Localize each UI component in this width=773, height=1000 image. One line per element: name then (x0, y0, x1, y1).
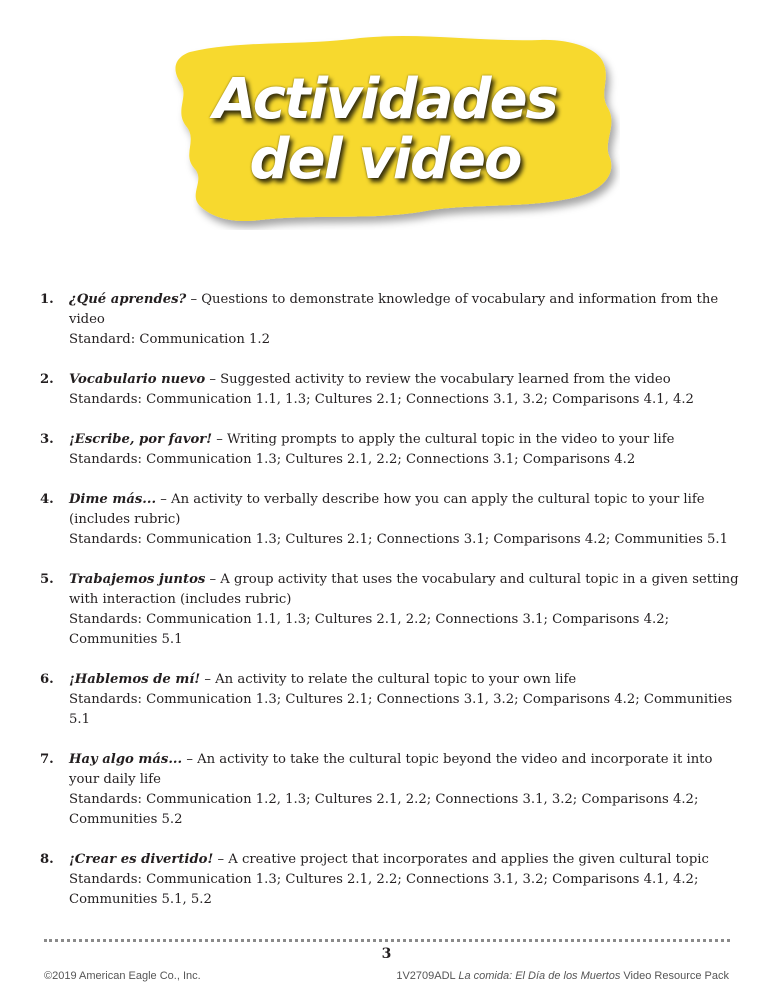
activity-name: ¡Crear es divertido! (69, 852, 214, 867)
activity-item (40, 370, 740, 410)
activity-name: Trabajemos juntos (69, 572, 206, 587)
activity-name: Vocabulario nuevo (69, 372, 206, 387)
activity-standards: Standards: Communication 1.1, 1.3; Cultures 2.1, 2.2; Connections 3.1; Comparisons 4.2; Communities 5.1 (69, 612, 670, 647)
activity-description: – A creative project that incorporates and applies the given cultural topic (213, 852, 709, 867)
activity-number: 3. (40, 432, 54, 447)
activity-description: – An activity to take the cultural topic beyond the video and incorporate it into your daily life (69, 752, 713, 787)
activity-number: 6. (40, 672, 54, 687)
activity-description: – Writing prompts to apply the cultural topic in the video to your life (212, 432, 675, 447)
activity-standards: Communities 5.2 (69, 812, 183, 827)
resource-pack-credit: 1V2709ADL La comida: El Día de los Muertos Video Resource Pack (396, 970, 729, 982)
activity-item (40, 570, 740, 650)
copyright: ©2019 American Eagle Co., Inc. (44, 970, 201, 982)
activity-description-line (69, 370, 740, 390)
activity-description: – Suggested activity to review the vocabulary learned from the video (205, 372, 671, 387)
page-title-line1: Actividades (213, 67, 557, 132)
activity-name: ¡Escribe, por favor! (69, 432, 213, 447)
activity-description-line (69, 430, 740, 450)
activity-description-line (69, 290, 740, 330)
activity-description-line (69, 490, 740, 530)
activity-description: – An activity to verbally describe how you can apply the cultural topic to your life (includes rubric) (69, 492, 705, 527)
title-banner (150, 30, 620, 230)
activity-description: – Questions to demonstrate knowledge of vocabulary and information from the video (69, 292, 719, 327)
activity-description: – An activity to relate the cultural topic to your own life (200, 672, 577, 687)
activity-item (40, 850, 740, 910)
activity-description: – A group activity that uses the vocabulary and cultural topic in a given setting with interaction (includes rubric) (69, 572, 739, 607)
activity-number: 4. (40, 492, 54, 507)
activity-item (40, 290, 740, 350)
activity-standards: Standard: Communication 1.2 (69, 332, 270, 347)
activity-name: ¡Hablemos de mí! (69, 672, 201, 687)
activity-standards: Standards: Communication 1.3; Cultures 2.1; Connections 3.1, 3.2; Comparisons 4.2; Communities 5.1 (69, 692, 733, 727)
activity-name: Dime más... (69, 492, 157, 507)
activity-number: 1. (40, 292, 54, 307)
activity-list (40, 290, 740, 930)
activity-item (40, 750, 740, 830)
activity-item (40, 490, 740, 550)
activity-number: 5. (40, 572, 54, 587)
activity-description-line (69, 750, 740, 790)
activity-standards: Standards: Communication 1.2, 1.3; Cultures 2.1, 2.2; Connections 3.1, 3.2; Comparisons 4.2; (69, 792, 699, 807)
activity-description-line (69, 570, 740, 610)
activity-standards: Communities 5.1, 5.2 (69, 892, 212, 907)
activity-description-line (69, 670, 740, 690)
activity-standards: Standards: Communication 1.3; Cultures 2.1, 2.2; Connections 3.1; Comparisons 4.2 (69, 452, 636, 467)
page-title-line2: del video (249, 127, 521, 192)
activity-number: 7. (40, 752, 54, 767)
activity-name: ¿Qué aprendes? (69, 292, 187, 307)
activity-standards: Standards: Communication 1.3; Cultures 2.1, 2.2; Connections 3.1, 3.2; Comparisons 4.1, 4.2; (69, 872, 699, 887)
activity-item (40, 430, 740, 470)
footer-divider (44, 939, 730, 942)
page-number: 3 (381, 946, 392, 962)
activity-description-line (69, 850, 740, 870)
activity-item (40, 670, 740, 730)
activity-standards: Standards: Communication 1.3; Cultures 2.1; Connections 3.1; Comparisons 4.2; Communities 5.1 (69, 532, 729, 547)
activity-name: Hay algo más... (69, 752, 183, 767)
activity-standards: Standards: Communication 1.1, 1.3; Cultures 2.1; Connections 3.1, 3.2; Comparisons 4.1, 4.2 (69, 392, 694, 407)
activity-number: 2. (40, 372, 54, 387)
activity-number: 8. (40, 852, 54, 867)
